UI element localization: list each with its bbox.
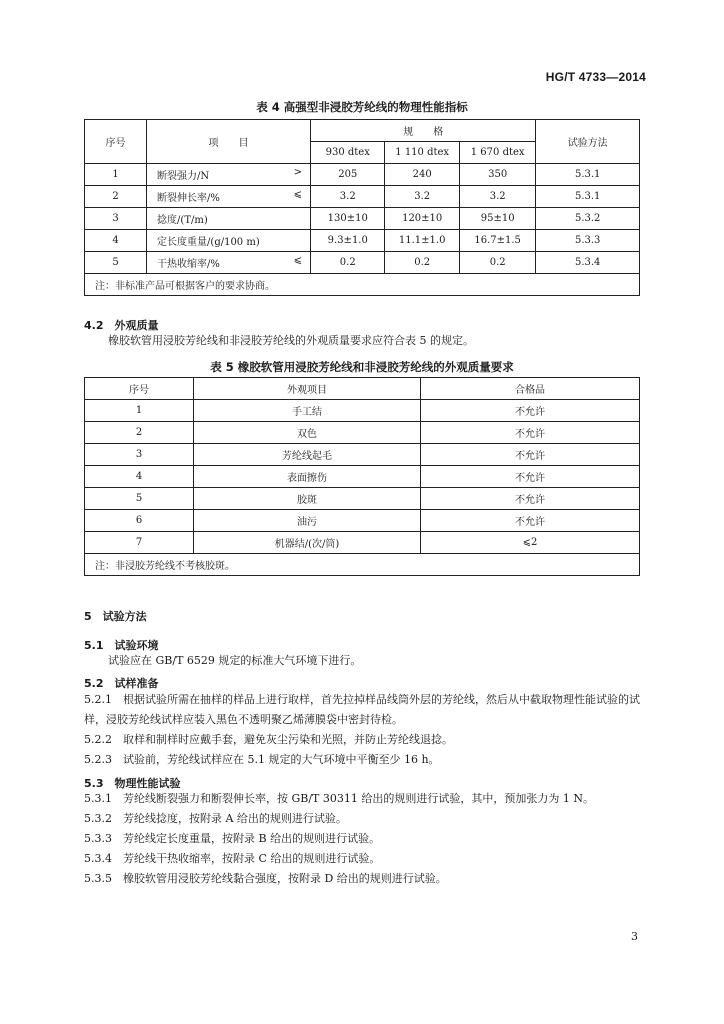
cell-no: 6: [85, 510, 194, 532]
cell-ok: 不允许: [421, 400, 640, 422]
cell-value: 16.7±1.5: [459, 230, 535, 252]
table4-col-no: 序号: [85, 120, 147, 164]
cell-value: 0.2: [459, 252, 535, 274]
cell-item: 双色: [194, 422, 421, 444]
table4-spec-930: 930 dtex: [311, 142, 385, 164]
cell-no: 5: [85, 488, 194, 510]
cell-no: 2: [85, 422, 194, 444]
table5-col-item: 外观项目: [194, 378, 421, 400]
cell-ok: 不允许: [421, 466, 640, 488]
cell-item: 捻度/(T/m): [147, 208, 311, 230]
cell-item: 芳纶线起毛: [194, 444, 421, 466]
section-5-3-3-text: 5.3.3 芳纶线定长度重量，按附录 B 给出的规则进行试验。: [84, 832, 381, 845]
table4-spec-1110: 1 110 dtex: [385, 142, 460, 164]
cell-no: 7: [85, 532, 194, 554]
cell-ok: 不允许: [421, 444, 640, 466]
page-number: 3: [631, 930, 638, 943]
section-5-3-1-text: 5.3.1 芳纶线断裂强力和断裂伸长率，按 GB/T 30311 给出的规则进行试验，其中，预加张力为 1 N。: [84, 792, 594, 805]
cell-no: 2: [85, 186, 147, 208]
table-row: [85, 466, 640, 488]
table-row: [85, 252, 640, 274]
cell-item: 油污: [194, 510, 421, 532]
section-5-2-title: 5.2 试样准备: [84, 677, 159, 690]
section-5-1-title: 5.1 试验环境: [84, 639, 159, 652]
table4-col-item: 项 目: [147, 120, 311, 164]
cell-item: 表面擦伤: [194, 466, 421, 488]
cell-value: 120±10: [385, 208, 460, 230]
cell-no: 1: [85, 164, 147, 186]
cell-item: 断裂伸长率/% ⩽: [147, 186, 311, 208]
table5-note: 注：非浸胶芳纶线不考核胶斑。: [85, 554, 640, 576]
table5-col-no: 序号: [85, 378, 194, 400]
table4-note: 注：非标准产品可根据客户的要求协商。: [85, 274, 640, 296]
table-row: [85, 444, 640, 466]
cell-value: 3.2: [311, 186, 385, 208]
cell-no: 4: [85, 466, 194, 488]
table-row: [85, 164, 640, 186]
standard-number: HG/T 4733—2014: [545, 70, 646, 84]
cell-no: 5: [85, 252, 147, 274]
cell-item: 定长度重量/(g/100 m): [147, 230, 311, 252]
table-row: [85, 208, 640, 230]
cell-value: 3.2: [385, 186, 460, 208]
cell-method: 5.3.2: [536, 208, 640, 230]
cell-value: 11.1±1.0: [385, 230, 460, 252]
table5-caption: 表 5 橡胶软管用浸胶芳纶线和非浸胶芳纶线的外观质量要求: [210, 360, 514, 374]
section-5-3-2-text: 5.3.2 芳纶线捻度，按附录 A 给出的规则进行试验。: [84, 812, 347, 825]
table-row: [85, 230, 640, 252]
cell-ok: 不允许: [421, 488, 640, 510]
cell-method: 5.3.1: [536, 186, 640, 208]
cell-no: 3: [85, 208, 147, 230]
table-row: [85, 400, 640, 422]
cell-method: 5.3.1: [536, 164, 640, 186]
section-5-3-4-text: 5.3.4 芳纶线干热收缩率，按附录 C 给出的规则进行试验。: [84, 852, 381, 865]
section-4-2-title: 4.2 外观质量: [84, 319, 159, 332]
cell-method: 5.3.3: [536, 230, 640, 252]
table-row: [85, 422, 640, 444]
table4-caption: 表 4 高强型非浸胶芳纶线的物理性能指标: [256, 100, 468, 114]
table5-col-ok: 合格品: [421, 378, 640, 400]
table5: [84, 377, 640, 576]
table4: [84, 119, 640, 296]
cell-no: 1: [85, 400, 194, 422]
table4-col-spec: 规 格: [311, 120, 536, 142]
cell-item: 胶斑: [194, 488, 421, 510]
cell-value: 95±10: [459, 208, 535, 230]
cell-method: 5.3.4: [536, 252, 640, 274]
section-4-2-text: 橡胶软管用浸胶芳纶线和非浸胶芳纶线的外观质量要求应符合表 5 的规定。: [108, 334, 474, 347]
cell-value: 350: [459, 164, 535, 186]
section-5-1-text: 试验应在 GB/T 6529 规定的标准大气环境下进行。: [108, 654, 362, 667]
cell-value: 240: [385, 164, 460, 186]
section-5-3-title: 5.3 物理性能试验: [84, 777, 181, 790]
table4-spec-1670: 1 670 dtex: [459, 142, 535, 164]
cell-value: 0.2: [311, 252, 385, 274]
table4-col-method: 试验方法: [536, 120, 640, 164]
cell-ok: ⩽2: [421, 532, 640, 554]
cell-item: 干热收缩率/% ⩽: [147, 252, 311, 274]
cell-value: 205: [311, 164, 385, 186]
section-5-title: 5 试验方法: [84, 610, 147, 623]
cell-item: 断裂强力/N >: [147, 164, 311, 186]
section-5-2-3-text: 5.2.3 试验前，芳纶线试样应在 5.1 规定的大气环境中平衡至少 16 h。: [84, 753, 440, 766]
section-5-2-2-text: 5.2.2 取样和制样时应戴手套，避免灰尘污染和光照，并防止芳纶线退捻。: [84, 733, 453, 746]
table-row: [85, 488, 640, 510]
cell-value: 9.3±1.0: [311, 230, 385, 252]
cell-ok: 不允许: [421, 422, 640, 444]
cell-value: 3.2: [459, 186, 535, 208]
table-row: [85, 186, 640, 208]
cell-no: 4: [85, 230, 147, 252]
cell-value: 0.2: [385, 252, 460, 274]
cell-item: 机器结/(次/筒): [194, 532, 421, 554]
section-5-3-5-text: 5.3.5 橡胶软管用浸胶芳纶线黏合强度，按附录 D 给出的规则进行试验。: [84, 872, 447, 885]
section-5-2-1-text: 5.2.1 根据试验所需在抽样的样品上进行取样，首先拉掉样品线筒外层的芳纶线，然后从中截取物理性能试验的试样，浸胶芳纶线试样应装入黑色不透明聚乙烯薄膜袋中密封待检。: [84, 693, 640, 726]
cell-ok: 不允许: [421, 510, 640, 532]
cell-value: 130±10: [311, 208, 385, 230]
cell-item: 手工结: [194, 400, 421, 422]
table-row: [85, 532, 640, 554]
cell-no: 3: [85, 444, 194, 466]
table-row: [85, 510, 640, 532]
